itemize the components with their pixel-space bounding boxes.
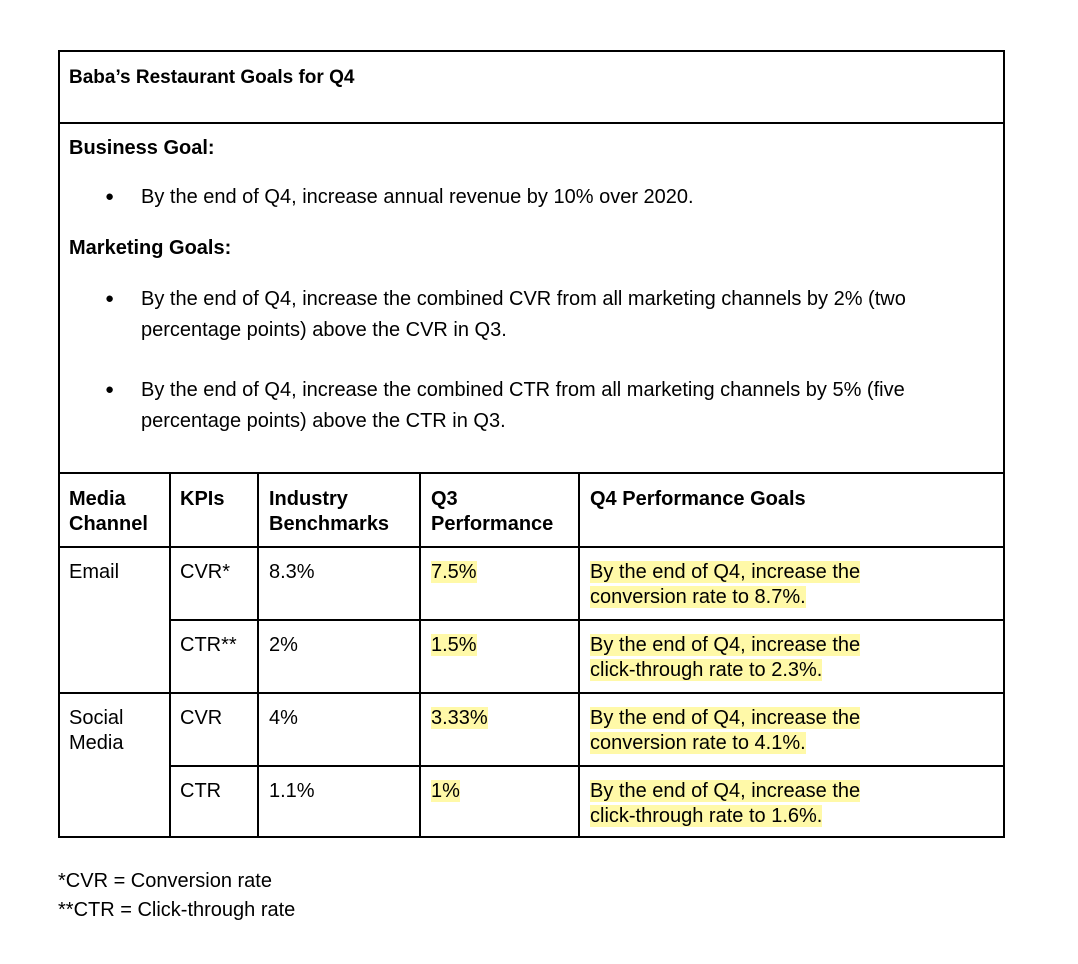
header-text: Q3	[431, 488, 458, 510]
header-media-channel	[69, 487, 148, 537]
channel-text: Media	[69, 732, 124, 754]
goal-line	[590, 560, 860, 585]
table-divider	[578, 474, 580, 838]
footnote-ctr: **CTR = Click-through rate	[58, 899, 296, 921]
q4-goal-cell	[590, 633, 860, 683]
goal-line	[590, 804, 860, 829]
goal-text: By the end of Q4, increase the	[590, 780, 861, 802]
marketing-goal-line: By the end of Q4, increase the combined CVR from all marketing channels by 2% (two	[141, 288, 906, 310]
marketing-goal-item	[141, 284, 1001, 346]
channel-social-media	[69, 706, 123, 756]
q3-cell	[431, 706, 488, 731]
benchmark-cell: 4%	[269, 707, 298, 729]
q3-value: 7.5%	[431, 561, 477, 583]
table-divider	[169, 474, 171, 838]
goal-line	[590, 779, 860, 804]
header-text: Performance	[431, 513, 554, 535]
business-goal-item: By the end of Q4, increase annual revenue by 10% over 2020.	[141, 186, 694, 208]
goal-line	[590, 585, 860, 610]
q4-goal-cell	[590, 779, 860, 829]
goal-line	[590, 633, 860, 658]
q4-goal-cell	[590, 560, 860, 610]
table-divider	[257, 474, 259, 838]
goal-line	[590, 706, 860, 731]
q3-cell	[431, 633, 477, 658]
q3-cell	[431, 779, 460, 804]
table-divider	[169, 619, 1003, 621]
channel-email	[69, 560, 119, 585]
goal-text: conversion rate to 8.7%.	[590, 586, 806, 608]
title-section	[60, 52, 1003, 124]
goal-text: click-through rate to 2.3%.	[590, 659, 823, 681]
header-text: Industry	[269, 488, 348, 510]
kpi-cell: CVR	[180, 707, 223, 729]
marketing-goal-line: percentage points) above the CTR in Q3.	[141, 410, 506, 432]
document-title: Baba’s Restaurant Goals for Q4	[69, 67, 355, 88]
q3-value: 3.33%	[431, 707, 488, 729]
header-industry-benchmarks	[269, 487, 389, 537]
goals-section	[60, 124, 1003, 472]
bullet-icon: ●	[105, 381, 115, 398]
goal-text: By the end of Q4, increase the	[590, 707, 861, 729]
table-divider	[60, 546, 1003, 548]
table-divider	[419, 474, 421, 838]
benchmark-cell: 8.3%	[269, 561, 315, 583]
kpi-cell: CTR**	[180, 634, 237, 656]
marketing-goal-item	[141, 375, 1001, 437]
benchmark-cell: 2%	[269, 634, 298, 656]
channel-text: Social	[69, 707, 124, 729]
kpi-cell: CVR*	[180, 561, 231, 583]
marketing-goal-line: By the end of Q4, increase the combined CTR from all marketing channels by 5% (five	[141, 379, 905, 401]
benchmark-cell: 1.1%	[269, 780, 315, 802]
header-text: Media	[69, 488, 126, 510]
marketing-goals-heading: Marketing Goals:	[69, 237, 232, 259]
goal-line	[590, 658, 860, 683]
header-q3-performance	[431, 487, 553, 537]
footnote-cvr: *CVR = Conversion rate	[58, 870, 272, 892]
bullet-icon: ●	[105, 290, 115, 307]
header-kpis: KPIs	[180, 488, 225, 510]
goal-text: click-through rate to 1.6%.	[590, 805, 823, 827]
marketing-goal-line: percentage points) above the CVR in Q3.	[141, 319, 507, 341]
channel-text: Email	[69, 561, 120, 583]
q4-goal-cell	[590, 706, 860, 756]
business-goal-heading: Business Goal:	[69, 137, 215, 159]
table-divider	[60, 692, 1003, 694]
goal-text: By the end of Q4, increase the	[590, 634, 861, 656]
kpi-table	[60, 472, 1003, 838]
bullet-icon: ●	[105, 188, 115, 205]
header-q4-performance-goals: Q4 Performance Goals	[590, 488, 806, 510]
q3-cell	[431, 560, 477, 585]
goal-text: conversion rate to 4.1%.	[590, 732, 806, 754]
kpi-cell: CTR	[180, 780, 222, 802]
header-text: Channel	[69, 513, 148, 535]
goals-document	[58, 50, 1005, 838]
header-text: Benchmarks	[269, 513, 390, 535]
goal-line	[590, 731, 860, 756]
q3-value: 1.5%	[431, 634, 477, 656]
goal-text: By the end of Q4, increase the	[590, 561, 861, 583]
q3-value: 1%	[431, 780, 460, 802]
table-divider	[169, 765, 1003, 767]
